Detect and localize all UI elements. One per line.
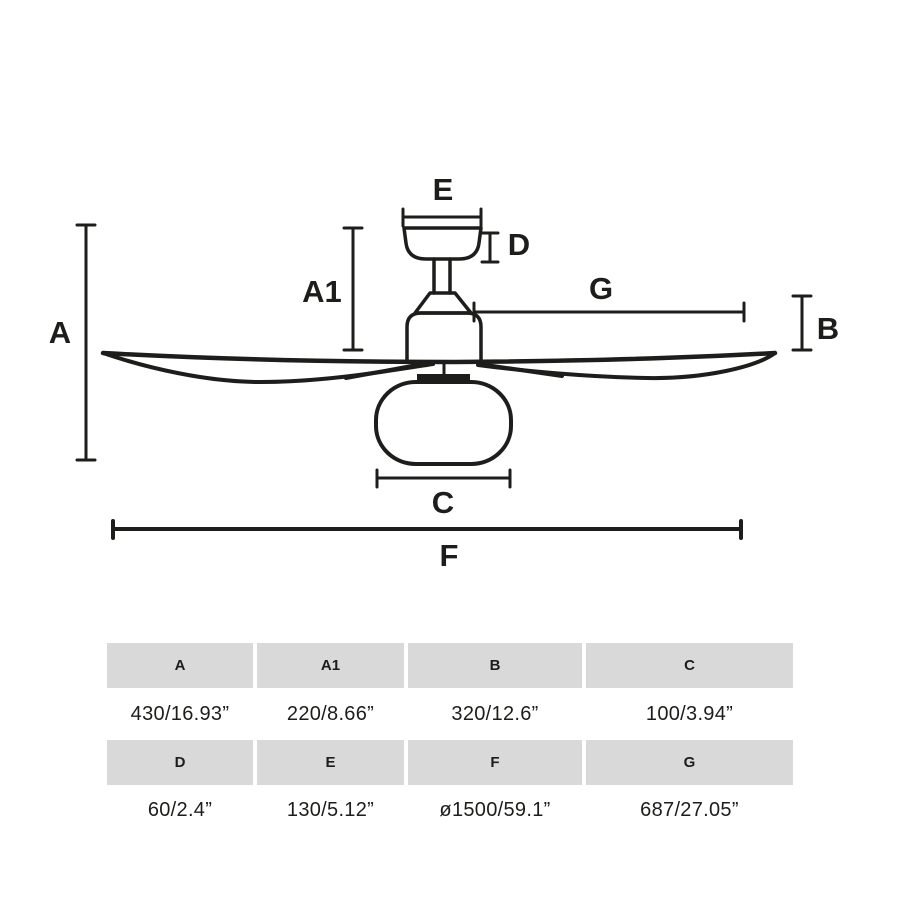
light-globe bbox=[376, 382, 511, 464]
back-blade-left-edge bbox=[346, 363, 428, 378]
table-header-a1: A1 bbox=[257, 643, 404, 688]
canopy-cup bbox=[404, 228, 481, 259]
down-rod bbox=[434, 259, 450, 293]
dim-label-d: D bbox=[507, 227, 531, 262]
dim-line-d bbox=[482, 233, 498, 262]
table-header-b: B bbox=[408, 643, 582, 688]
table-header-f: F bbox=[408, 740, 582, 785]
table-value-a: 430/16.93” bbox=[107, 688, 253, 740]
motor-housing bbox=[407, 313, 481, 362]
dim-line-a bbox=[77, 225, 95, 460]
table-value-g: 687/27.05” bbox=[586, 785, 793, 835]
table-header-c: C bbox=[586, 643, 793, 688]
blade-top-edge bbox=[103, 353, 775, 362]
table-value-f: ø1500/59.1” bbox=[408, 785, 582, 835]
measurements-table bbox=[107, 643, 793, 835]
dim-label-a1: A1 bbox=[302, 274, 342, 309]
table-value-e: 130/5.12” bbox=[257, 785, 404, 835]
dim-line-e bbox=[403, 209, 481, 226]
table-value-b: 320/12.6” bbox=[408, 688, 582, 740]
dim-label-c: C bbox=[431, 485, 455, 520]
table-value-c: 100/3.94” bbox=[586, 688, 793, 740]
table-value-d: 60/2.4” bbox=[107, 785, 253, 835]
dim-line-b bbox=[793, 296, 811, 350]
dim-label-b: B bbox=[816, 311, 840, 346]
table-header-d: D bbox=[107, 740, 253, 785]
table-header-a: A bbox=[107, 643, 253, 688]
dim-label-g: G bbox=[588, 271, 614, 306]
dim-line-a1 bbox=[344, 228, 362, 350]
table-header-g: G bbox=[586, 740, 793, 785]
rod-coupler bbox=[415, 293, 471, 313]
table-value-a1: 220/8.66” bbox=[257, 688, 404, 740]
dim-label-f: F bbox=[439, 538, 459, 573]
table-header-e: E bbox=[257, 740, 404, 785]
dim-line-f bbox=[113, 521, 741, 538]
ceiling-fan-drawing bbox=[103, 228, 775, 464]
dim-label-a: A bbox=[48, 315, 72, 350]
back-blade-right-edge bbox=[479, 364, 562, 376]
dim-label-e: E bbox=[432, 172, 454, 207]
